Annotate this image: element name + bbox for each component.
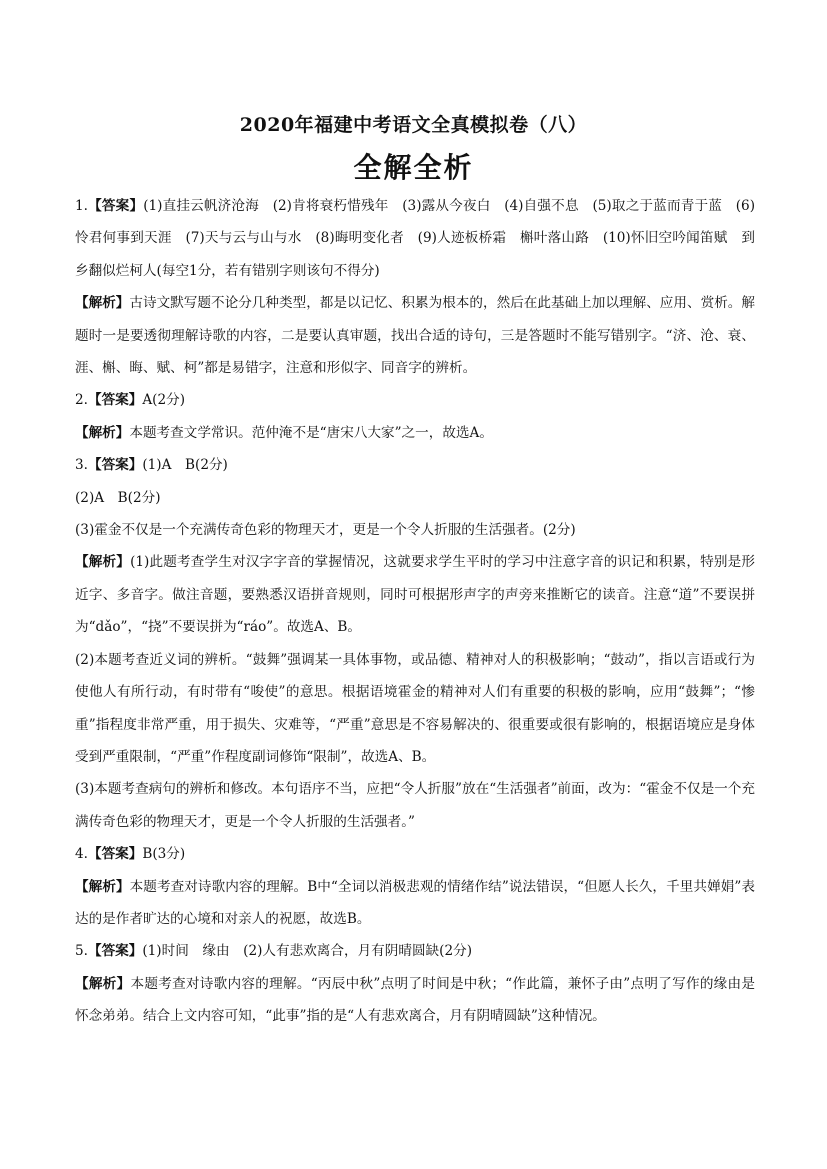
paragraph-text: (2)A B(2分) [75, 489, 161, 506]
answer-paragraph [75, 417, 755, 449]
paragraph-text: (1)此题考查学生对汉字字音的掌握情况，这就要求学生平时的学习中注意字音的识记和积累，特别是形近字、多音字。做注音题，要熟悉汉语拼音规则，同时可根据形声字的声旁来推断它的读音。注意“道”不要误拼为“dǎo”，“挠”不要误拼为“ráo”。故选A、B。 [75, 554, 755, 636]
paragraph-text: (1)直挂云帆济沧海 (2)肯将衰朽惜残年 (3)露从今夜白 (4)自强不息 (5)取之于蓝而青于蓝 (6)怜君何事到天涯 (7)天与云与山与水 (8)晦明变化者 (9)人迹板桥霜 槲叶落山路 (10)怀旧空吟闻笛赋 到乡翻似烂柯人(每空1分，若有错别字则该句不得分) [75, 198, 756, 279]
paragraph-text: A(2分) [142, 392, 186, 409]
paragraph-text: 本题考查文学常识。范仲淹不是“唐宋八大家”之一，故选A。 [129, 424, 493, 441]
question-number: 4. [75, 846, 88, 863]
answer-paragraph [75, 384, 755, 416]
document-title: 2020年福建中考语文全真模拟卷（八） [239, 114, 588, 136]
answer-paragraph [75, 190, 755, 287]
section-label: 【解析】 [75, 424, 130, 441]
section-label: 【答案】 [87, 198, 144, 214]
answer-content [75, 190, 755, 1033]
section-label: 【答案】 [87, 943, 143, 960]
paragraph-text: 本题考查对诗歌内容的理解。“丙辰中秋”点明了时间是中秋；“作此篇，兼怀子由”点明了写作的缘由是怀念弟弟。结合上文内容可知，“此事”指的是“人有悲欢离合，月有阴晴圆缺”这种情况。 [75, 975, 756, 1025]
paragraph-text: 本题考查对诗歌内容的理解。B中“全词以消极悲观的情绪作结”说法错误，“但愿人长久，千里共婵娟”表达的是作者旷达的心境和对亲人的祝愿，故选B。 [75, 878, 755, 927]
answer-paragraph [75, 871, 755, 936]
section-label: 【解析】 [75, 554, 131, 571]
question-number: 3. [75, 457, 88, 474]
section-label: 【答案】 [87, 457, 143, 474]
paragraph-text: (1)时间 缘由 (2)人有悲欢离合，月有阴晴圆缺(2分) [142, 943, 472, 960]
answer-paragraph [75, 773, 755, 838]
question-number: 1. [75, 198, 88, 214]
document-subtitle: 全解全析 [353, 151, 474, 184]
answer-paragraph [75, 838, 755, 870]
paragraph-text: 古诗文默写题不论分几种类型，都是以记忆、积累为根本的，然后在此基础上加以理解、应用、赏析。解题时一是要透彻理解诗歌的内容，二是要认真审题，找出合适的诗句，三是答题时不能写错别字。“济、沧、衰、涯、槲、晦、赋、柯”都是易错字，注意和形似字、同音字的辨析。 [75, 295, 756, 377]
answer-paragraph [75, 644, 755, 774]
section-label: 【答案】 [87, 392, 143, 409]
paragraph-text: (3)霍金不仅是一个充满传奇色彩的物理天才，更是一个令人折服的生活强者。(2分) [75, 522, 576, 539]
answer-paragraph [75, 449, 755, 481]
question-number: 5. [75, 943, 88, 960]
section-label: 【解析】 [75, 878, 130, 895]
paragraph-text: B(3分) [142, 846, 186, 863]
paragraph-text: (1)A B(2分) [142, 457, 228, 474]
answer-paragraph [75, 935, 755, 967]
answer-paragraph [75, 514, 755, 546]
question-number: 2. [75, 392, 88, 409]
answer-paragraph [75, 482, 755, 514]
answer-paragraph [75, 546, 755, 643]
section-label: 【解析】 [75, 975, 131, 992]
section-label: 【答案】 [87, 846, 143, 863]
answer-paragraph [75, 287, 755, 384]
paragraph-text: (3)本题考查病句的辨析和修改。本句语序不当，应把“令人折服”放在“生活强者”前面，改为：“霍金不仅是一个充满传奇色彩的物理天才，更是一个令人折服的生活强者。” [75, 781, 755, 830]
section-label: 【解析】 [75, 295, 130, 312]
paragraph-text: (2)本题考查近义词的辨析。“鼓舞”强调某一具体事物，或品德、精神对人的积极影响；“鼓动”，指以言语或行为使他人有所行动，有时带有“唆使”的意思。根据语境霍金的精神对人们有重要的积极的影响，应用“鼓舞”；“惨重”指程度非常严重，用于损失、灾难等，“严重”意思是不容易解决的、很重要或很有影响的，根据语境应是身体受到严重限制，“严重”作程度副词修饰“限制”，故选A、B。 [75, 651, 755, 765]
answer-paragraph [75, 968, 755, 1033]
